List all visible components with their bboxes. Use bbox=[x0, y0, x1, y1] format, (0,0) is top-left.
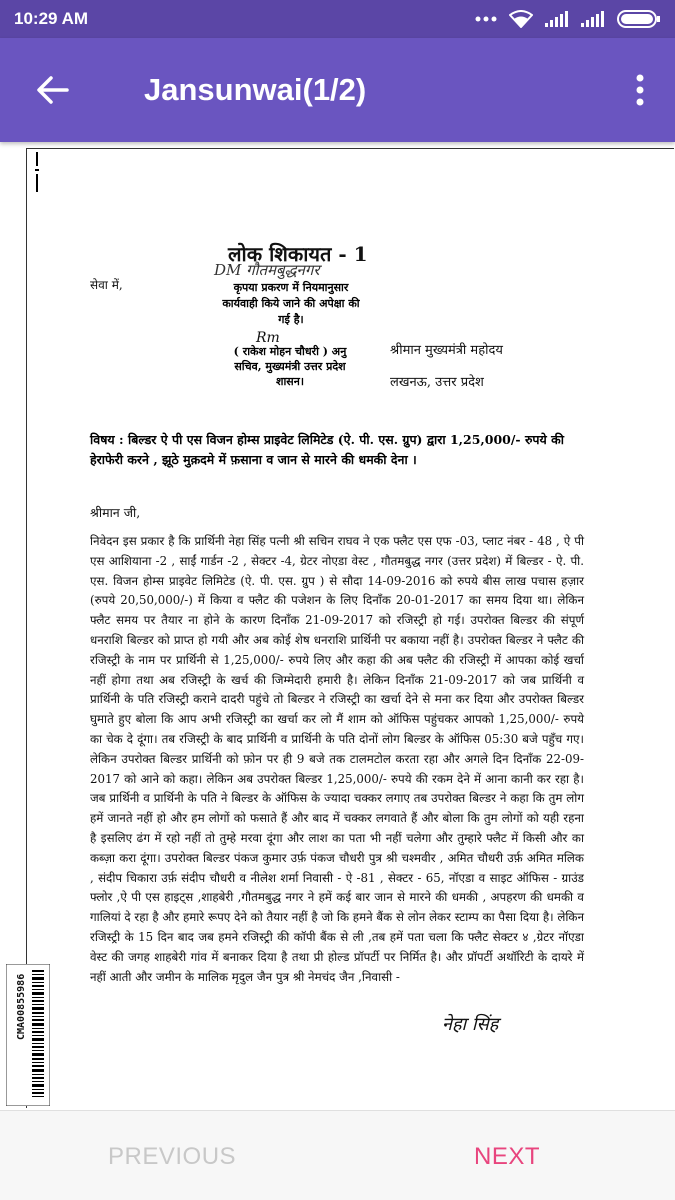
next-button[interactable]: NEXT bbox=[474, 1143, 541, 1170]
document-page bbox=[0, 142, 675, 1110]
officer-stamp: ( राकेश मोहन चौधरी ) अनु सचिव, मुख्यमंत्री उत्तर प्रदेश शासन। bbox=[233, 345, 347, 388]
arrow-left-icon bbox=[35, 75, 69, 105]
more-dots-icon bbox=[475, 16, 497, 22]
previous-button[interactable]: PREVIOUS bbox=[108, 1143, 237, 1170]
overflow-menu-button[interactable] bbox=[605, 38, 675, 142]
handwritten-note: DM गौतमबुद्धनगर bbox=[214, 261, 320, 279]
app-bar bbox=[0, 38, 675, 142]
signal-icon bbox=[545, 11, 569, 27]
more-vertical-icon bbox=[636, 74, 644, 106]
wifi-icon bbox=[509, 10, 533, 28]
status-bar bbox=[0, 0, 675, 38]
back-button[interactable] bbox=[0, 38, 104, 142]
barcode-label: CMA00855986 bbox=[16, 973, 27, 1040]
forwarding-stamp: कृपया प्रकरण में नियमानुसार कार्यवाही किये जाने की अपेक्षा की गई है। bbox=[222, 281, 360, 326]
salutation: श्रीमान जी, bbox=[90, 505, 141, 520]
bottom-navigation bbox=[0, 1110, 675, 1200]
margin-mark bbox=[34, 152, 40, 192]
signal-icon bbox=[581, 11, 605, 27]
complaint-body: निवेदन इस प्रकार है कि प्रार्थिनी नेहा सिंह पत्नी श्री सचिन राघव ने एक फ्लैट एस एफ -03, प्लाट नंबर - 48 , ऐ पी एस आशियाना -2 , साईं गार्डन -2 , सेक्टर -4, ग्रेटर नोएडा वेस्ट , गौतमबुद्ध नगर (उत्तर प्रदेश) में बिल्डर - ऐ. पी. एस. विजन होम्स प्राइवेट लिमिटेड (ऐ. पी. एस. ग्रुप ) से सौदा 14-09-2016 को रुपये बीस लाख पचास हज़ार (रुपये 20,50,000/-) में किया व फ्लैट की पजेशन के लिए दिनाँक 20-01-2017 का समय दिया था। लेकिन फ्लैट समय पर तैयार ना होने के कारण दिनाँक 21-09-2017 को रजिस्ट्री हो गई। उपरोक्त बिल्डर की संपूर्ण धनराशि बिल्डर को प्राप्त हो गयी और अब कोई शेष धनराशि प्रार्थिनी पर बकाया नहीं है। उपरोक्त बिल्डर ने फ्लैट की रजिस्ट्री के नाम पर प्रार्थिनी से 1,25,000/- रुपये लिए और कहा की अब फ्लैट की रजिस्ट्री में आपका कोई खर्चा नहीं होगा तथा अब रजिस्ट्री के खर्च की जिम्मेदारी हमारी है। लेकिन दिनाँक 21-09-2017 को जब प्रार्थिनी व प्रार्थिनी के पति रजिस्ट्री कराने दादरी पहुंचे तो बिल्डर ने रजिस्ट्री का खर्चा देने से मना कर दिया और उपरोक्त बिल्डर घुमाते हुए बोला कि आप अभी रजिस्ट्री का खर्चा कर लो मैं शाम को ऑफिस पहुंचकर आपको 1,25,000/- रुपये का चेक दे दूंगा। तब रजिस्ट्री के बाद प्रार्थिनी व प्रार्थिनी के पति दोनों लोग बिल्डर के ऑफिस 05:30 बजे पहुँच गए। लेकिन उपरोक्त बिल्डर प्रार्थिनी को फ़ोन पर ही 9 बजे तक टालमटोल करता रहा और अगले दिन दिनाँक 22-09-2017 को आने को कहा। लेकिन अब उपरोक्त बिल्डर 1,25,000/- रुपये की रकम देने में आना कानी कर रहा है। जब प्रार्थिनी व प्रार्थिनी के पति ने बिल्डर के ऑफिस के ज्यादा चक्कर लगाए तब उपरोक्त बिल्डर ने कहा कि तुम लोग हमें जानते नहीं हो और हम लोगों को फसाते हैं और बाद में चक्कर लगवाते हैं और बोला कि तुम लोगों को यही रहना है इसलिए ढंग में रहो नहीं तो तुम्हे मरवा दूंगा और लाश का पता भी नहीं चलेगा और तुम्हारे फ्लैट में किसी और का कब्ज़ा करा दूंगा। उपरोक्त बिल्डर पंकज कुमार उर्फ़ पंकज चौधरी पुत्र श्री चश्मवीर , अमित चौधरी उर्फ़ अमित मलिक , संदीप चिकारा उर्फ़ संदीप चौधरी व नीलेश शर्मा निवासी - ऐ -81 , सेक्टर - 65, नॉएडा व साइट ऑफिस - ग्राउंड फ्लोर ,ऐ पी एस हाइट्स ,शाहबेरी ,गौतमबुद्ध नगर ने हमें कई बार जान से मारने की धमकी , अपहरण की धमकी व गालियां दे रहा है और हमारे रूपए देने को तैयार नहीं है जो कि हमने बैंक से लोन लेकर स्टाम्प का पैसा दिया है। लेकिन रजिस्ट्री के 15 दिन बाद जब हमने रजिस्ट्री की कॉपी बैंक से ली ,तब हमें पता चला कि फ्लैट सेक्टर ४ ,ग्रेटर नॉएडा वेस्ट की जगह शाहबेरी गांव में बनाकर दिया है तथा प्री होल्ड प्रॉपर्टी पर निर्मित है। और प्रॉपर्टी अथॉरिटी के दायरे में नहीं आती और जमीन के मालिक मृदुल जैन पुत्र श्री नेमचंद जैन ,निवासी - bbox=[90, 534, 584, 984]
complaint-heading: लोक शिकायत - 1 bbox=[228, 242, 368, 266]
complainant-signature: नेहा सिंह bbox=[442, 1014, 499, 1035]
page-title: Jansunwai(1/2) bbox=[144, 72, 367, 107]
officer-signature: Rm bbox=[256, 330, 280, 346]
recipient-city: लखनऊ, उत्तर प्रदेश bbox=[390, 375, 484, 390]
status-icons bbox=[475, 10, 661, 28]
document-viewer[interactable] bbox=[0, 142, 675, 1110]
subject-line: विषय : बिल्डर ऐ पी एस विजन होम्स प्राइवेट लिमिटेड (ऐ. पी. एस. ग्रुप) द्वारा 1,25,000/- रुपये की हेराफेरी करने , झूठे मुक़दमे में फ़साना व जान से मारने की धमकी देना । bbox=[90, 432, 564, 467]
battery-icon bbox=[617, 10, 661, 28]
barcode-icon bbox=[6, 964, 50, 1106]
address-to: सेवा में, bbox=[90, 278, 123, 292]
recipient: श्रीमान मुख्यमंत्री महोदय bbox=[390, 343, 503, 358]
status-time: 10:29 AM bbox=[14, 9, 89, 28]
